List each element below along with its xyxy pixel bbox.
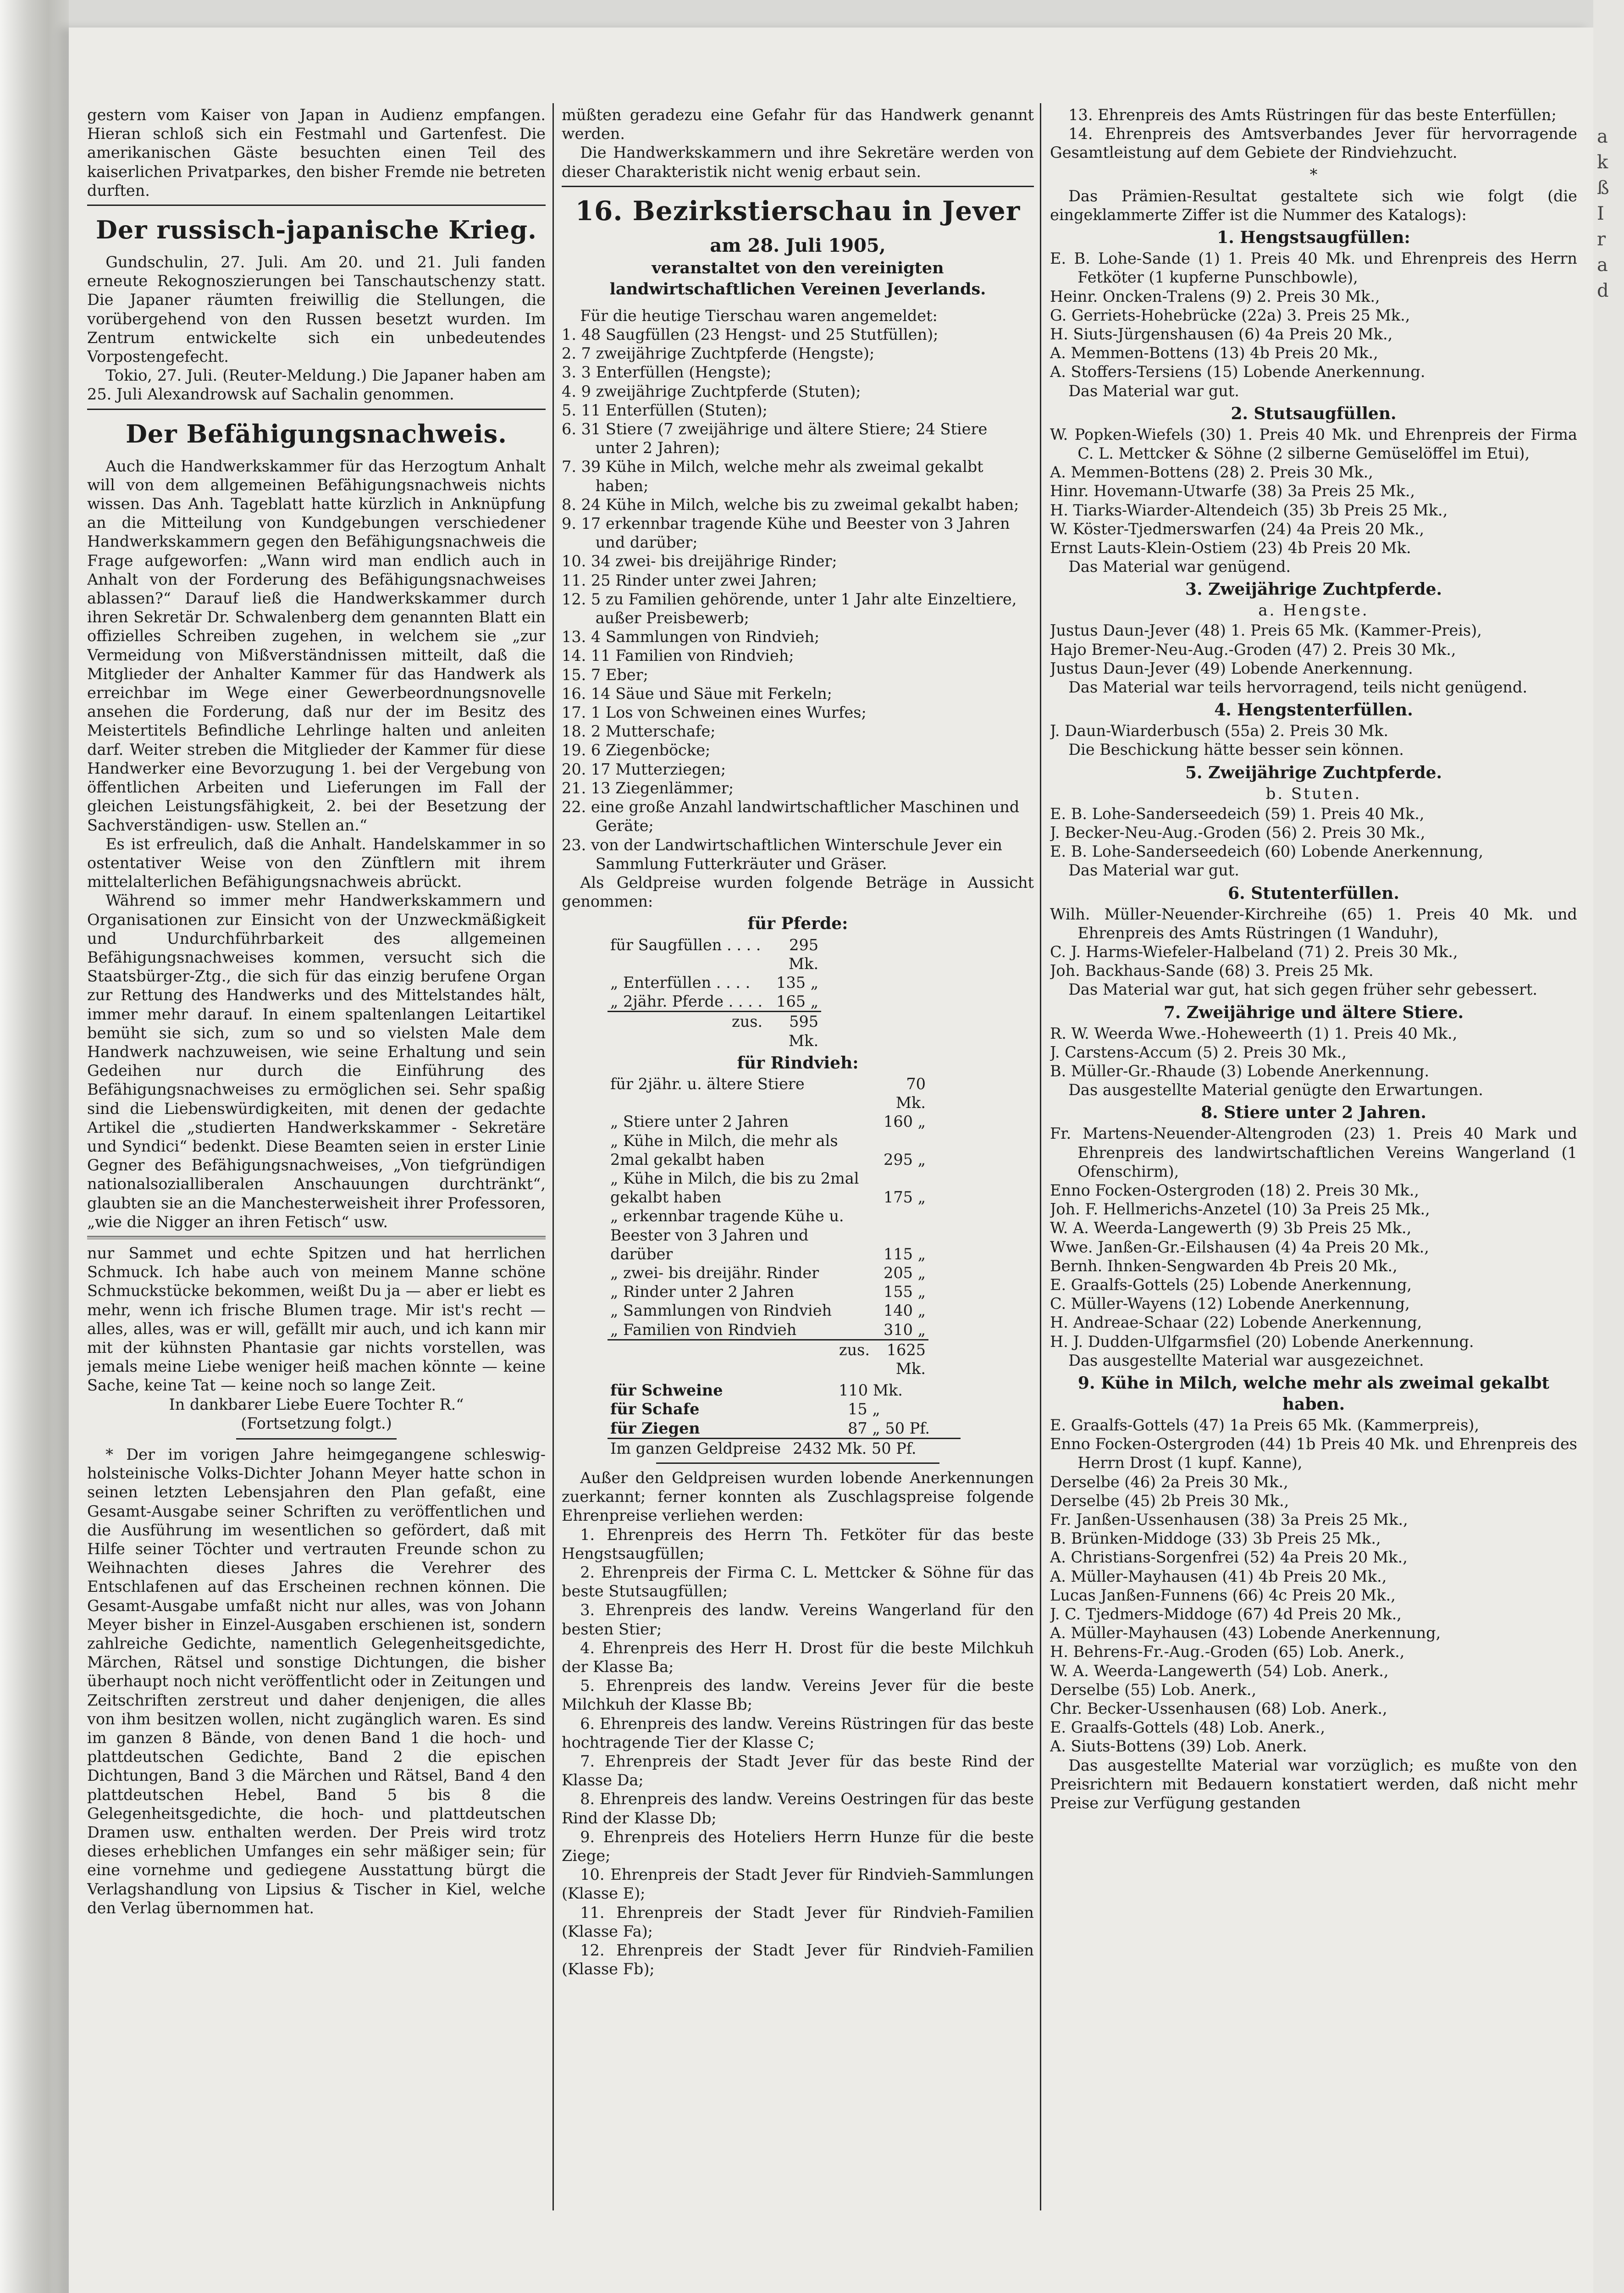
- prize-value: 135 „: [776, 973, 819, 991]
- honor-prize: 6. Ehrenpreis des landw. Vereins Rüstringen für das beste hochtragende Tier der Klasse C;: [562, 1714, 1034, 1751]
- prize-value: 295 „: [884, 1150, 926, 1169]
- section-note: Das ausgestellte Material war ausgezeichnet.: [1068, 1351, 1424, 1369]
- prize-row: [608, 973, 821, 992]
- result-entry: Joh. Backhaus-Sande (68) 3. Preis 25 Mk.: [1050, 962, 1374, 980]
- section-note: Das Material war genügend.: [1068, 558, 1291, 576]
- result-entry: A. Christians-Sorgenfrei (52) 4a Preis 20 Mk.,: [1050, 1548, 1408, 1567]
- result-entry: J. C. Tjedmers-Middoge (67) 4d Preis 20 Mk.,: [1050, 1605, 1402, 1623]
- prize-row: [608, 936, 821, 973]
- prize-row: [608, 1400, 961, 1418]
- entry-item: 17. 1 Los von Schweinen eines Wurfes;: [562, 703, 867, 722]
- headline-befaehigungsnachweis: Der Befähigungsnachweis.: [126, 419, 507, 449]
- honor-prize: 12. Ehrenpreis der Stadt Jever für Rindvieh-Familien (Klasse Fb);: [562, 1941, 1034, 1978]
- result-entry: Justus Daun-Jever (48) 1. Preis 65 Mk. (Kammer-Preis),: [1050, 621, 1482, 640]
- honor-prize: 13. Ehrenpreis des Amts Rüstringen für das beste Enterfüllen;: [1068, 106, 1557, 124]
- other-prizes-table: [608, 1381, 961, 1458]
- prize-value: 115 „: [884, 1245, 926, 1263]
- cattle-prizes-table: [608, 1074, 928, 1378]
- separator: [87, 409, 546, 410]
- prize-label: „ 2jähr. Pferde . . . .: [610, 992, 763, 1011]
- honor-prize: 3. Ehrenpreis des landw. Vereins Wangerland für den besten Stier;: [562, 1601, 1034, 1638]
- news-gundschulin: Gundschulin, 27. Juli. Am 20. und 21. Juli fanden erneute Rekognoszierungen bei Tanschautschenzy statt. Die Japaner räumten freiwillig die Stellungen, die vorübergehend von den Russen besetzt wurden. Im Zentrum entwickelte sich ein unbedeutendes Vorpostengefecht.: [87, 253, 546, 366]
- result-entry: Chr. Becker-Ussenhausen (68) Lob. Anerk.,: [1050, 1700, 1387, 1718]
- prize-label: „ Sammlungen von Rindvieh: [610, 1302, 832, 1320]
- prize-row: [608, 1131, 928, 1169]
- cattle-prizes-heading: für Rindvieh:: [737, 1053, 859, 1073]
- entry-item: 21. 13 Ziegenlämmer;: [562, 779, 734, 797]
- result-entry: Derselbe (55) Lob. Anerk.,: [1050, 1680, 1257, 1699]
- section-subheading: a. Hengste.: [1258, 601, 1369, 620]
- entry-item: 18. 2 Mutterschafe;: [562, 722, 716, 741]
- prize-label: „ zwei- bis dreijähr. Rinder: [610, 1263, 819, 1282]
- entries-lead: Für die heutige Tierschau waren angemeldet:: [580, 306, 938, 325]
- result-entry: H. Andreae-Schaar (22) Lobende Anerkennung,: [1050, 1313, 1422, 1332]
- result-entry: A. Stoffers-Tersiens (15) Lobende Anerkennung.: [1050, 363, 1425, 381]
- headline-krieg: Der russisch-japanische Krieg.: [96, 215, 537, 245]
- section-note: Das Material war gut.: [1068, 382, 1239, 400]
- result-entry: W. A. Weerda-Langewerth (54) Lob. Anerk.,: [1050, 1662, 1389, 1680]
- short-separator: [236, 1438, 397, 1440]
- result-entry: R. W. Weerda Wwe.-Hoheweerth (1) 1. Preis 40 Mk.,: [1050, 1024, 1458, 1042]
- result-entry: Heinr. Oncken-Tralens (9) 2. Preis 30 Mk.,: [1050, 287, 1380, 305]
- entry-item: 2. 7 zweijährige Zuchtpferde (Hengste);: [562, 344, 875, 363]
- feuilleton-signature: In dankbarer Liebe Euere Tochter R.“: [169, 1395, 464, 1413]
- section-note: Das Material war teils hervorragend, teils nicht genügend.: [1068, 678, 1528, 697]
- honor-prize: 11. Ehrenpreis der Stadt Jever für Rindvieh-Familien (Klasse Fa);: [562, 1903, 1034, 1940]
- prize-value: 155 „: [884, 1283, 926, 1301]
- result-entry: E. Graalfs-Gottels (25) Lobende Anerkennung,: [1050, 1275, 1412, 1294]
- section-note: Die Beschickung hätte besser sein können.: [1068, 741, 1404, 759]
- result-entry: W. Köster-Tjedmerswarfen (24) 4a Preis 20 Mk.,: [1050, 520, 1425, 538]
- prize-row: [608, 1320, 928, 1340]
- result-entry: E. B. Lohe-Sande (1) 1. Preis 40 Mk. und Ehrenpreis des Herrn Fetköter (1 kupferne Punschbowle),: [1050, 249, 1577, 287]
- paragraph: Auch die Handwerkskammer für das Herzogtum Anhalt will von dem allgemeinen Befähigungsnachweis nichts wissen. Das Anh. Tageblatt hatte kürzlich in Anknüpfung an die Mitteilung von Kundgebungen verschiedener Handwerkskammern gegen den Befähigungsnachweis die Frage aufgeworfen: „Wann wird man endlich auch in Anhalt von der Forderung des Befähigungsnachweises ablassen?“ Darauf ließ die Handwerkskammer durch ihren Sekretär Dr. Schwalenberg dem genannten Blatt ein offizielles Schreiben zugehen, in welchem sie „zur Vermeidung von Mißverständnissen mitteilt, daß die Mitglieder der Anhalter Kammer für das Handwerk als erreichbar im Wege einer Gewerbeordnungsnovelle ansehen die Forderung, daß nur der im Besitz des Meistertitels Befindliche Lehrlinge halten und anleiten darf. Weiter streben die Mitglieder der Kammer für diese Handwerker eine Bevorzugung 1. bei der Vergebung von öffentlichen Arbeiten und Lieferungen im Fall der gleichen Leistungsfähigkeit, 2. bei der Besetzung der Sachverständigen- usw. Stellen an.“: [87, 457, 546, 834]
- entry-item: 11. 25 Rinder unter zwei Jahren;: [562, 571, 817, 589]
- entry-item: 9. 17 erkennbar tragende Kühe und Beester von 3 Jahren und darüber;: [562, 515, 1010, 552]
- prize-label: für Ziegen: [610, 1419, 700, 1437]
- prize-row: [608, 1301, 928, 1320]
- prize-lead: Als Geldpreise wurden folgende Beträge in Aussicht genommen:: [562, 873, 1034, 911]
- prize-row: [608, 1282, 928, 1301]
- entry-item: 7. 39 Kühe in Milch, welche mehr als zweimal gekalbt haben;: [562, 458, 983, 495]
- result-entry: B. Brünken-Middoge (33) 3b Preis 25 Mk.,: [1050, 1529, 1381, 1548]
- prize-value: 205 „: [884, 1263, 926, 1282]
- prize-value: 160 „: [884, 1113, 926, 1131]
- result-entry: Fr. Martens-Neuender-Altengroden (23) 1. Preis 40 Mark und Ehrenpreis des landwirtschaftlichen Vereins Wangerland (1 Ofenschirm),: [1050, 1124, 1577, 1180]
- honor-prize: 8. Ehrenpreis des landw. Vereins Oestringen für das beste Rind der Klasse Db;: [562, 1790, 1034, 1827]
- total-row: [608, 1438, 961, 1458]
- short-separator: [656, 1462, 939, 1464]
- entry-item: 5. 11 Enterfüllen (Stuten);: [562, 401, 768, 419]
- prize-row: [608, 1112, 928, 1131]
- section-heading: 1. Hengstsaugfüllen:: [1217, 228, 1410, 248]
- entry-item: 15. 7 Eber;: [562, 665, 648, 684]
- result-entry: A. Müller-Mayhausen (43) Lobende Anerkennung,: [1050, 1624, 1441, 1642]
- column-divider-1: [552, 103, 554, 2210]
- separator: [562, 186, 1034, 187]
- result-entry: C. J. Harms-Wiefeler-Halbeland (71) 2. Preis 30 Mk.,: [1050, 942, 1458, 961]
- subtotal-row: [608, 1340, 928, 1378]
- section-heading: 8. Stiere unter 2 Jahren.: [1201, 1103, 1426, 1123]
- feuilleton-text: nur Sammet und echte Spitzen und hat herrlichen Schmuck. Ich habe auch von meinem Manne schöne Schmuckstücke bekommen, weißt Du ja — aber er liebt es mehr, wenn ich frische Blumen trage. Mir ist's recht — alles, alles, was er will, gefällt mir auch, und ich kann mir mit der kühnsten Phantasie gar nichts vorstellen, was jemals meine Liebe weniger heiß machen könnte — keine Sache, keine Tat — keine noch so lange Zeit.: [87, 1244, 546, 1395]
- feuilleton-continued: (Fortsetzung folgt.): [241, 1414, 392, 1432]
- prize-value: 175 „: [884, 1188, 926, 1207]
- separator: [87, 205, 546, 206]
- result-entry: Justus Daun-Jever (49) Lobende Anerkennung.: [1050, 659, 1413, 677]
- prize-row: [608, 1263, 928, 1282]
- result-entry: Joh. F. Hellmerichs-Anzetel (10) 3a Preis 25 Mk.,: [1050, 1200, 1430, 1219]
- result-entry: J. Carstens-Accum (5) 2. Preis 30 Mk.,: [1050, 1043, 1347, 1061]
- honor-prize: 7. Ehrenpreis der Stadt Jever für das beste Rind der Klasse Da;: [562, 1752, 1034, 1789]
- prize-row: [608, 1169, 928, 1207]
- section-note: Das Material war gut.: [1068, 861, 1239, 880]
- entry-item: 20. 17 Mutterziegen;: [562, 760, 726, 778]
- star-separator: *: [1309, 165, 1318, 183]
- honor-prize: 14. Ehrenpreis des Amtsverbandes Jever für hervorragende Gesamtleistung auf dem Gebiete der Rindviehzucht.: [1050, 125, 1577, 162]
- next-page-edge: [1593, 0, 1624, 2293]
- section-heading: 3. Zweijährige Zuchtpferde.: [1185, 580, 1442, 599]
- honor-prize: 9. Ehrenpreis des Hoteliers Herrn Hunze für die beste Ziege;: [562, 1828, 1034, 1865]
- entry-item: 10. 34 zwei- bis dreijährige Rinder;: [562, 552, 837, 570]
- prize-value: 87 „ 50 Pf.: [848, 1419, 930, 1437]
- article-continuation: müßten geradezu eine Gefahr für das Handwerk genannt werden.: [562, 106, 1034, 143]
- total-label: Im ganzen Geldpreise: [608, 1438, 784, 1458]
- prize-value: 295 Mk.: [788, 936, 819, 973]
- result-entry: Wilh. Müller-Neuender-Kirchreihe (65) 1. Preis 40 Mk. und Ehrenpreis des Amts Rüstringen (1 Wanduhr),: [1050, 905, 1577, 942]
- result-entry: E. B. Lohe-Sanderseedeich (59) 1. Preis 40 Mk.,: [1050, 804, 1425, 823]
- prize-label: für Saugfüllen . . . .: [610, 936, 761, 954]
- column-1: [87, 105, 546, 1917]
- result-entry: Enno Focken-Ostergroden (18) 2. Preis 30 Mk.,: [1050, 1181, 1419, 1199]
- horse-prizes-table: [608, 936, 821, 1050]
- prize-row: [608, 1074, 928, 1112]
- prize-row: [608, 1419, 961, 1439]
- result-entry: Bernh. Ihnken-Sengwarden 4b Preis 20 Mk.,: [1050, 1257, 1398, 1275]
- result-lead: Das Prämien-Resultat gestaltete sich wie folgt (die eingeklammerte Ziffer ist die Nummer des Katalogs):: [1050, 187, 1577, 224]
- prize-value: 15 „: [848, 1400, 880, 1418]
- horse-prizes-heading: für Pferde:: [747, 914, 848, 934]
- prize-value: 165 „: [776, 992, 819, 1011]
- section-heading: 5. Zweijährige Zuchtpferde.: [1185, 763, 1442, 782]
- result-entry: J. Becker-Neu-Aug.-Groden (56) 2. Preis 30 Mk.,: [1050, 823, 1425, 842]
- entry-item: 13. 4 Sammlungen von Rindvieh;: [562, 628, 820, 646]
- result-entry: Hinr. Hovemann-Utwarfe (38) 3a Preis 25 Mk.,: [1050, 482, 1415, 500]
- result-entry: W. Popken-Wiefels (30) 1. Preis 40 Mk. und Ehrenpreis der Firma C. L. Mettcker & Söhne (2 silberne Gemüselöffel im Etui),: [1050, 425, 1577, 463]
- article-continuation: gestern vom Kaiser von Japan in Audienz empfangen. Hieran schloß sich ein Festmahl und Gartenfest. Die amerikanischen Gäste besuchten einen Teil des kaiserlichen Privatparkes, den bisher Fremde nie betreten durften.: [87, 106, 546, 199]
- honor-prize: 5. Ehrenpreis des landw. Vereins Jever für die beste Milchkuh der Klasse Bb;: [562, 1677, 1034, 1714]
- section-heading: 2. Stutsaugfüllen.: [1231, 404, 1397, 423]
- paragraph: Es ist erfreulich, daß die Anhalt. Handelskammer in so ostentativer Weise von den Zünftlern mit ihrem mittelalterlichen Befähigungsnachweis abrückt.: [87, 835, 546, 891]
- section-note: Das ausgestellte Material genügte den Erwartungen.: [1068, 1081, 1483, 1099]
- entry-item: 3. 3 Enterfüllen (Hengste);: [562, 363, 772, 382]
- result-entry: Fr. Janßen-Ussenhausen (38) 3a Preis 25 Mk.,: [1050, 1510, 1408, 1529]
- column-3: [1050, 105, 1577, 1812]
- section-heading: 7. Zweijährige und ältere Stiere.: [1163, 1002, 1464, 1022]
- result-entry: Derselbe (46) 2a Preis 30 Mk.,: [1050, 1473, 1288, 1491]
- entries-list: [562, 325, 1034, 873]
- subtotal-label: zus.: [608, 1340, 873, 1378]
- entry-item: 22. eine große Anzahl landwirtschaftlicher Maschinen und Geräte;: [562, 798, 1020, 835]
- prize-row: [608, 1381, 961, 1400]
- result-entry: Enno Focken-Ostergroden (44) 1b Preis 40 Mk. und Ehrenpreis des Herrn Drost (1 kupf. Kanne),: [1050, 1435, 1577, 1472]
- result-entry: G. Gerriets-Hohebrücke (22a) 3. Preis 25 Mk.,: [1050, 306, 1410, 324]
- result-entry: A. Memmen-Bottens (28) 2. Preis 30 Mk.,: [1050, 463, 1373, 482]
- result-entry: A. Memmen-Bottens (13) 4b Preis 20 Mk.,: [1050, 344, 1378, 362]
- honor-prizes-lead: Außer den Geldpreisen wurden lobende Anerkennungen zuerkannt; ferner konnten als Zuschlagspreise folgende Ehrenpreise verliehen werden:: [562, 1469, 1034, 1525]
- footnote-meyer: * Der im vorigen Jahre heimgegangene schleswig-holsteinische Volks-Dichter Johann Meyer hatte schon in seinen letzten Lebensjahren den Plan gefaßt, eine Gesamt-Ausgabe seiner Schriften zu veröffentlichen und die Ausführung im wesentlichen so gefördert, daß mit Hilfe seiner Töchter und vertrauten Freunde schon zu Weihnachten dieses Jahres die Verehrer des Entschlafenen auf das Erscheinen rechnen können. Die Gesamt-Ausgabe umfaßt nicht nur alles, was von Johann Meyer bisher in Einzel-Ausgaben erschienen ist, sondern zahlreiche Gedichte, namentlich Gelegenheitsgedichte, Märchen, Rätsel und sonstige Dichtungen, die bisher überhaupt noch nicht veröffentlicht oder in Zeitungen und Zeitschriften zerstreut und daher denjenigen, die alles von ihm besitzen wollen, nicht zugänglich waren. Es sind im ganzen 8 Bände, von denen Band 1 die hoch- und plattdeutschen Gedichte, Band 2 die epischen Dichtungen, Band 3 die Märchen und Rätsel, Band 4 den plattdeutschen Hebel, Band 5 bis 8 die Gelegenheitsgedichte, die hoch- und plattdeutschen Dramen usw. enthalten werden. Der Preis wird trotz dieses erheblichen Umfanges ein sehr mäßiger sein; für eine vornehme und gediegene Ausstattung bürgt die Verlagshandlung von Lipsius & Tischer in Kiel, welche den Verlag übernommen hat.: [87, 1446, 546, 1917]
- honor-prize: 1. Ehrenpreis des Herrn Th. Fetköter für das beste Hengstsaugfüllen;: [562, 1525, 1034, 1562]
- prize-value: 140 „: [884, 1302, 926, 1320]
- result-entry: Wwe. Janßen-Gr.-Eilshausen (4) 4a Preis 20 Mk.,: [1050, 1238, 1429, 1256]
- prize-label: „ Kühe in Milch, die mehr als 2mal gekalbt haben: [610, 1131, 838, 1169]
- section-note: Das Material war gut, hat sich gegen früher sehr gebessert.: [1068, 980, 1538, 999]
- prize-label: „ Kühe in Milch, die bis zu 2mal gekalbt haben: [610, 1169, 859, 1207]
- section-heading: 9. Kühe in Milch, welche mehr als zweimal gekalbt haben.: [1077, 1373, 1550, 1414]
- result-entry: A. Müller-Mayhausen (41) 4b Preis 20 Mk.,: [1050, 1567, 1387, 1585]
- result-entry: Hajo Bremer-Neu-Aug.-Groden (47) 2. Preis 30 Mk.,: [1050, 640, 1456, 659]
- entry-item: 19. 6 Ziegenböcke;: [562, 741, 711, 759]
- event-date: am 28. Juli 1905,: [710, 234, 886, 256]
- honor-prize: 4. Ehrenpreis des Herr H. Drost für die beste Milchkuh der Klasse Ba;: [562, 1639, 1034, 1676]
- prize-label: „ Familien von Rindvieh: [610, 1320, 797, 1339]
- double-separator: [87, 1236, 546, 1239]
- section-heading: 4. Hengstenterfüllen.: [1214, 700, 1413, 720]
- honor-prize: 10. Ehrenpreis der Stadt Jever für Rindvieh-Sammlungen (Klasse E);: [562, 1866, 1034, 1903]
- prize-row: [608, 1207, 928, 1263]
- column-2: [562, 105, 1034, 1978]
- prize-label: für 2jähr. u. ältere Stiere: [610, 1074, 805, 1093]
- prize-label: für Schweine: [610, 1381, 723, 1400]
- subtotal-label: zus.: [608, 1012, 765, 1050]
- news-tokio: Tokio, 27. Juli. (Reuter-Meldung.) Die Japaner haben am 25. Juli Alexandrowsk auf Sachalin genommen.: [87, 366, 546, 404]
- subtotal-value: 595 Mk.: [765, 1012, 821, 1050]
- section-subheading: b. Stuten.: [1265, 784, 1362, 803]
- entry-item: 14. 11 Familien von Rindvieh;: [562, 647, 794, 665]
- result-entry: H. Behrens-Fr.-Aug.-Groden (65) Lob. Anerk.,: [1050, 1643, 1405, 1661]
- entry-item: 4. 9 zweijährige Zuchtpferde (Stuten);: [562, 382, 861, 400]
- entry-item: 12. 5 zu Familien gehörende, unter 1 Jahr alte Einzeltiere, außer Preisbewerb;: [562, 590, 1017, 627]
- prize-row: [608, 992, 821, 1012]
- result-entry: H. J. Dudden-Ulfgarmsfiel (20) Lobende Anerkennung.: [1050, 1332, 1474, 1351]
- prize-label: für Schafe: [610, 1400, 700, 1418]
- result-entry: E. B. Lohe-Sanderseedeich (60) Lobende Anerkennung,: [1050, 842, 1484, 861]
- book-binding: [0, 0, 69, 2293]
- result-entry: Lucas Janßen-Funnens (66) 4c Preis 20 Mk.,: [1050, 1586, 1396, 1604]
- prize-label: „ erkennbar tragende Kühe u. Beester von 3 Jahren und darüber: [610, 1207, 844, 1263]
- paragraph: Während so immer mehr Handwerkskammern und Organisationen zur Einsicht von der Unzweckmäßigkeit und Undurchführbarkeit des allgemeinen Befähigungsnachweises kommen, versucht sich die Staatsbürger-Ztg., die sich für das einzig berufene Organ zur Rettung des Handwerks und des Mittelstandes hält, immer mehr darauf. In einem spaltenlangen Leitartikel bemüht sie sich, zum so und so vielsten Male dem Handwerk nachzuweisen, wie seine Erhaltung und sein Gedeihen nur durch die Einführung des Befähigungsnachweises zu ermöglichen sei. Sehr spaßig sind die Liebenswürdigkeiten, mit denen der gedachte Artikel die „studierten Handwerkskammer - Sekretäre und Syndici“ bedenkt. Diese Beamten seien in erster Linie Gegner des Befähigungsnachweises, „Von tiefgründigen nationalsozialliberalen Anschauungen durchtränkt“, glaubten sie an die Manchesterweisheit ihrer Professoren, „wie die Nigger an ihren Fetisch“ usw.: [87, 892, 546, 1231]
- total-value: 2432 Mk. 50 Pf.: [784, 1438, 961, 1458]
- prize-label: „ Rinder unter 2 Jahren: [610, 1283, 794, 1301]
- result-entry: Derselbe (45) 2b Preis 30 Mk.,: [1050, 1491, 1289, 1510]
- result-entry: H. Siuts-Jürgenshausen (6) 4a Preis 20 Mk.,: [1050, 325, 1393, 343]
- result-entry: A. Siuts-Bottens (39) Lob. Anerk.: [1050, 1737, 1307, 1756]
- honor-prize: 2. Ehrenpreis der Firma C. L. Mettcker & Söhne für das beste Stutsaugfüllen;: [562, 1563, 1034, 1601]
- prize-value: 110 Mk.: [839, 1381, 903, 1400]
- prize-label: „ Stiere unter 2 Jahren: [610, 1113, 789, 1131]
- result-entry: Ernst Lauts-Klein-Ostiem (23) 4b Preis 20 Mk.: [1050, 539, 1411, 557]
- result-entry: E. Graalfs-Gottels (47) 1a Preis 65 Mk. (Kammerpreis),: [1050, 1416, 1480, 1434]
- prize-value: 310 „: [884, 1320, 926, 1339]
- entry-item: 6. 31 Stiere (7 zweijährige und ältere Stiere; 24 Stiere unter 2 Jahren);: [562, 420, 988, 457]
- entry-item: 16. 14 Säue und Säue mit Ferkeln;: [562, 684, 832, 703]
- result-entry: H. Tiarks-Wiarder-Altendeich (35) 3b Preis 25 Mk.,: [1050, 501, 1448, 519]
- subtotal-value: 1625 Mk.: [873, 1340, 928, 1378]
- result-entry: E. Graalfs-Gottels (48) Lob. Anerk.,: [1050, 1718, 1326, 1737]
- headline-tierschau: 16. Bezirkstierschau in Jever: [575, 195, 1021, 227]
- prize-value: 70 Mk.: [895, 1074, 926, 1112]
- subtotal-row: [608, 1012, 821, 1050]
- entry-item: 1. 48 Saugfüllen (23 Hengst- und 25 Stutfüllen);: [562, 326, 939, 344]
- section-note: Das ausgestellte Material war vorzüglich; es mußte von den Preisrichtern mit Bedauern konstatiert werden, daß nicht mehr Preise zur Verfügung gestanden: [1050, 1756, 1577, 1812]
- entry-item: 8. 24 Kühe in Milch, welche bis zu zweimal gekalbt haben;: [562, 495, 1019, 514]
- next-page-letters: a k ß Ir a d: [1597, 126, 1609, 301]
- result-entry: W. A. Weerda-Langewerth (9) 3b Preis 25 Mk.,: [1050, 1219, 1412, 1237]
- prize-label: „ Enterfüllen . . . .: [610, 973, 751, 991]
- entry-item: 23. von der Landwirtschaftlichen Winterschule Jever ein Sammlung Futterkräuter und Gräser.: [562, 836, 1002, 873]
- result-entry: C. Müller-Wayens (12) Lobende Anerkennung,: [1050, 1295, 1410, 1313]
- result-entry: B. Müller-Gr.-Rhaude (3) Lobende Anerkennung.: [1050, 1062, 1430, 1080]
- section-heading: 6. Stutenterfüllen.: [1228, 883, 1399, 903]
- article-continuation: Die Handwerkskammern und ihre Sekretäre werden von dieser Charakteristik nicht wenig erbaut sein.: [562, 144, 1034, 181]
- column-divider-2: [1040, 103, 1041, 2210]
- result-entry: J. Daun-Wiarderbusch (55a) 2. Preis 30 Mk.: [1050, 722, 1389, 740]
- organizer: veranstaltet von den vereinigten landwirtschaftlichen Vereinen Jeverlands.: [609, 258, 986, 299]
